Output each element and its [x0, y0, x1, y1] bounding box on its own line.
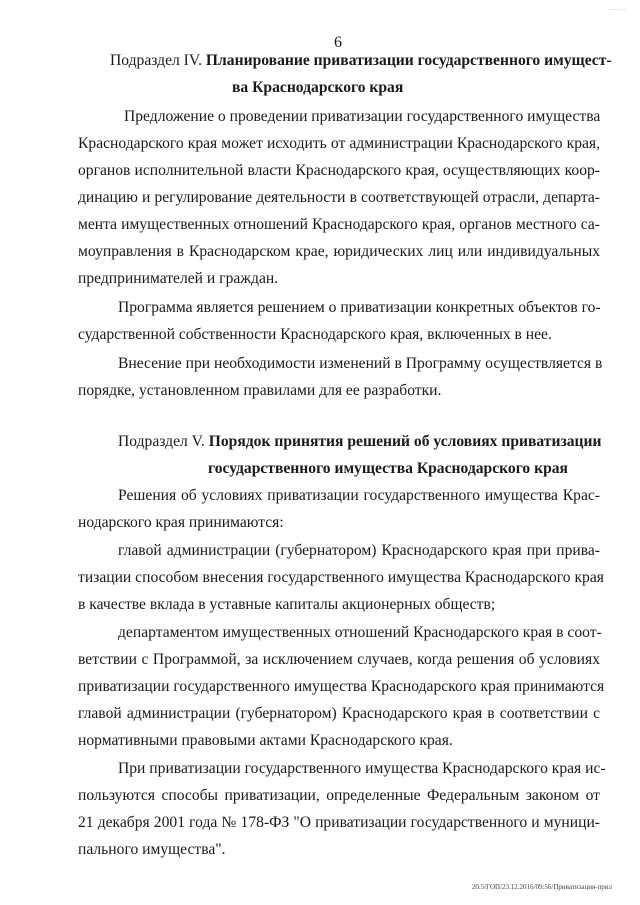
s4p3-line-2: порядке, установленном правилами для ее разработки. [78, 382, 442, 399]
s4p1-line-4: динацию и регулирование деятельности в соответствующей отрасли, департа- [78, 189, 600, 206]
section5-heading-line-1 [118, 432, 601, 452]
section4-heading-prefix: Подраздел IV. [110, 52, 206, 69]
section5-heading-line-2 [208, 459, 568, 479]
document-footer-stamp: 20.5/ГОП/23.12.2016/09:56/Приватизация-прил [471, 883, 612, 891]
corner-mark: ...... [609, 4, 626, 12]
s4p1-line-3: органов исполнительной власти Краснодарского края, осуществляющих коор- [78, 162, 600, 179]
page-number: 6 [334, 34, 342, 51]
section5-heading-title-cont: государственного имущества Краснодарского края [208, 460, 568, 477]
s4p1-line-6: моуправления в Краснодарском крае, юридических лиц или индивидуальных [78, 243, 600, 260]
s5p2-line-1: главой администрации (губернатором) Краснодарского края при прива- [118, 542, 600, 559]
s4p2-line-1: Программа является решением о приватизации конкретных объектов го- [118, 299, 601, 316]
s4p1-line-1: Предложение о проведении приватизации государственного имущества [124, 108, 601, 125]
s5p3-line-1: департаментом имущественных отношений Краснодарского края в соот- [118, 624, 602, 641]
section4-heading-title-cont: ва Краснодарского края [232, 79, 404, 96]
s5p2-line-2: тизации способом внесения государственного имущества Краснодарского края [78, 569, 604, 586]
s5p3-line-4: главой администрации (губернатором) Краснодарского края в соответствии с [78, 705, 600, 722]
s5p2-line-3: в качестве вклада в уставные капиталы акционерных обществ; [78, 596, 496, 613]
section5-heading-prefix: Подраздел V. [118, 433, 209, 450]
s4p1-line-5: мента имущественных отношений Краснодарского края, органов местного са- [78, 216, 600, 233]
s5p3-line-5: нормативными правовыми актами Краснодарского края. [78, 732, 453, 749]
section4-heading-line-2 [232, 78, 403, 98]
s4p1-line-7: предпринимателей и граждан. [78, 270, 279, 287]
s5p4-line-2: пользуются способы приватизации, определенные Федеральным законом от [78, 787, 600, 804]
section4-heading-line-1 [110, 51, 612, 71]
s5p4-line-1: При приватизации государственного имущества Краснодарского края ис- [118, 760, 606, 777]
s5p1-line-1: Решения об условиях приватизации государственного имущества Крас- [118, 487, 600, 504]
s5p1-line-2: нодарского края принимаются: [78, 514, 284, 531]
s4p1-line-2: Краснодарского края может исходить от администрации Краснодарского края, [78, 135, 600, 152]
s4p3-line-1: Внесение при необходимости изменений в Программу осуществляется в [118, 355, 603, 372]
s5p3-line-3: приватизации государственного имущества Краснодарского края принимаются [78, 678, 605, 695]
s4p2-line-2: сударственной собственности Краснодарского края, включенных в нее. [78, 326, 552, 343]
section4-heading-title: Планирование приватизации государственного имущест- [205, 52, 612, 69]
section5-heading-title: Порядок принятия решений об условиях приватизации [208, 433, 602, 450]
s5p3-line-2: ветствии с Программой, за исключением случаев, когда решения об условиях [78, 651, 600, 668]
s5p4-line-4: пального имущества". [78, 841, 226, 858]
s5p4-line-3: 21 декабря 2001 года № 178-ФЗ "О приватизации государственного и муници- [78, 814, 600, 831]
